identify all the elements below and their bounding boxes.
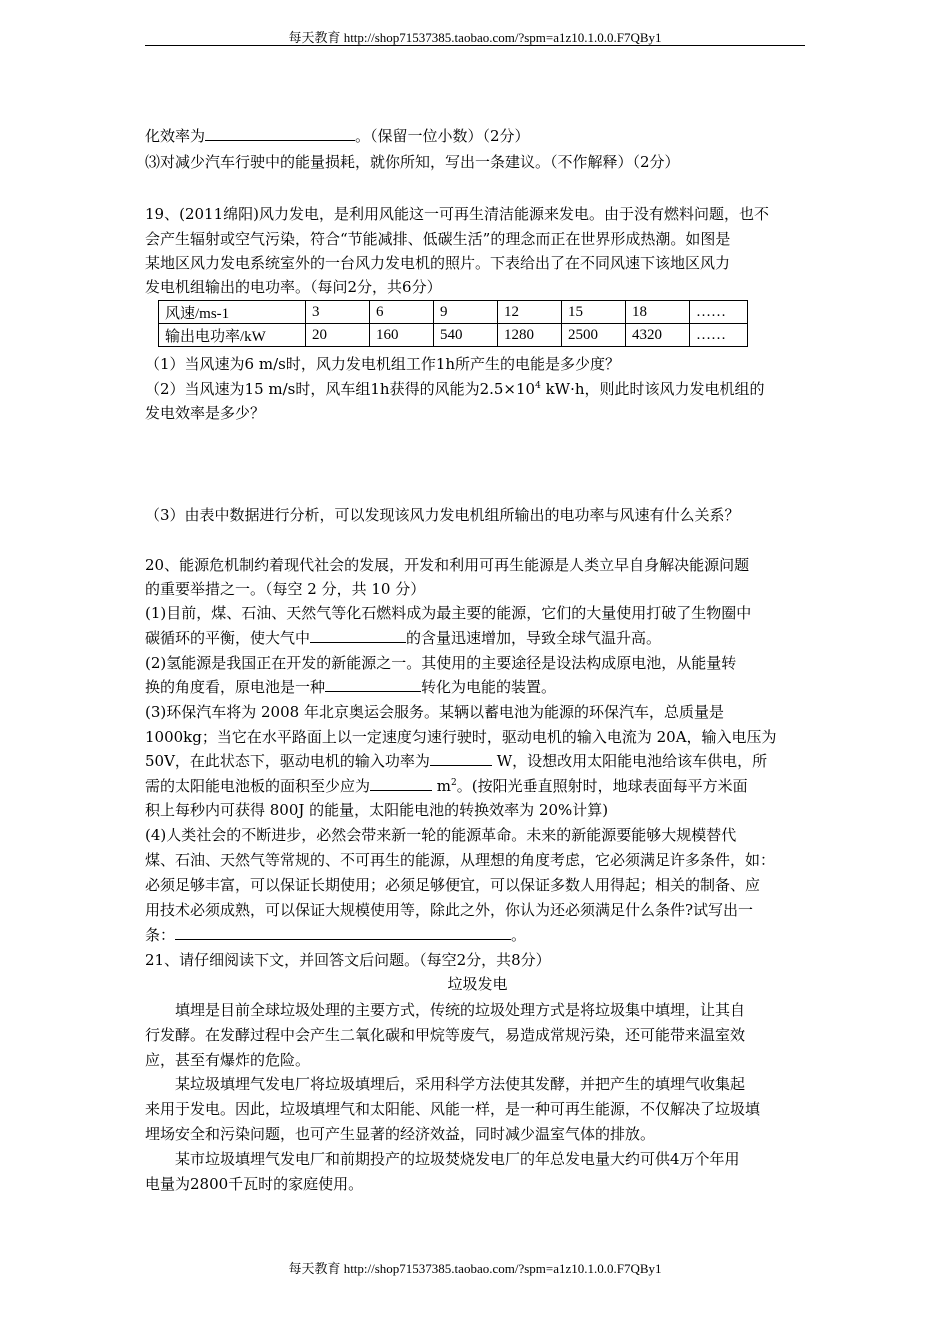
q20-line4-text-a: 碳循环的平衡，使大气中 xyxy=(145,629,311,647)
q20-line10 xyxy=(145,776,810,796)
q19-sub2 xyxy=(145,379,810,399)
q20-line10-text-a: 需的太阳能电池板的面积至少应为 xyxy=(145,777,371,795)
table-cell: 540 xyxy=(434,324,498,347)
header-rule xyxy=(145,45,805,46)
q20-blank2[interactable] xyxy=(325,677,421,692)
table-cell: 15 xyxy=(562,301,626,324)
q20-line4-text-b: 的含量迅速增加，导致全球气温升高。 xyxy=(406,629,662,647)
q20-blank1[interactable] xyxy=(310,628,406,643)
q20-line6-text-b: 转化为电能的装置。 xyxy=(421,678,557,696)
table-cell: 输出电功率/kW xyxy=(159,324,306,347)
q20-line16 xyxy=(145,925,810,945)
q20-line14: 必须足够丰富，可以保证长期使用；必须足够便宜，可以保证多数人用得起；相关的制备、应 xyxy=(145,876,761,894)
q18-line1-text-b: 。（保留一位小数）（2分） xyxy=(355,127,530,145)
q20-blank3[interactable] xyxy=(430,751,492,766)
q21-p1-line1: 填埋是目前全球垃圾处理的主要方式，传统的垃圾处理方式是将垃圾集中填埋，让其自 xyxy=(145,1001,746,1019)
q20-line8: 1000kg；当它在水平路面上以一定速度匀速行驶时，驱动电机的输入电流为 20A，输入电压为 xyxy=(145,728,777,746)
table-cell: 1280 xyxy=(498,324,562,347)
q21-p1-line3: 应，甚至有爆炸的危险。 xyxy=(145,1051,311,1069)
q21-article-title: 垃圾发电 xyxy=(447,975,508,993)
table-cell: 160 xyxy=(370,324,434,347)
q19-sub2-exponent: 4 xyxy=(535,381,541,391)
q20-line15: 用技术必须成熟，可以保证大规模使用等，除此之外，你认为还必须满足什么条件?试写出一 xyxy=(145,901,754,919)
q21-p2-line3: 埋场安全和污染问题，也可产生显著的经济效益，同时减少温室气体的排放。 xyxy=(145,1125,656,1143)
table-row xyxy=(159,301,748,324)
table-cell: 风速/ms-1 xyxy=(159,301,306,324)
table-row xyxy=(159,324,748,347)
q21-line1: 21、请仔细阅读下文，并回答文后问题。（每空2分，共8分） xyxy=(145,951,551,969)
q21-p3-line2: 电量为2800千瓦时的家庭使用。 xyxy=(145,1175,364,1193)
q20-line10-text-b: m xyxy=(432,777,452,795)
q19-intro-line3: 某地区风力发电系统室外的一台风力发电机的照片。下表给出了在不同风速下该地区风力 xyxy=(145,254,731,272)
q21-p2-line2: 来用于发电。因此，垃圾填埋气和太阳能、风能一样，是一种可再生能源，不仅解决了垃圾填 xyxy=(145,1100,761,1118)
table-cell: 2500 xyxy=(562,324,626,347)
q20-line9-text-a: 50V，在此状态下，驱动电机的输入功率为 xyxy=(145,752,430,770)
q20-line6 xyxy=(145,677,810,697)
q19-sub3: （3）由表中数据进行分析，可以发现该风力发电机组所输出的电功率与风速有什么关系？ xyxy=(145,506,740,524)
q20-line16-text-b: 。 xyxy=(511,926,527,944)
table-cell: …… xyxy=(690,301,748,324)
q20-line12: (4)人类社会的不断进步，必然会带来新一轮的能源革命。未来的新能源要能够大规模替代 xyxy=(145,826,737,844)
wind-power-table xyxy=(158,300,748,347)
table-cell: 20 xyxy=(306,324,370,347)
q20-blank4[interactable] xyxy=(370,776,432,791)
table-cell: 12 xyxy=(498,301,562,324)
q19-intro-line2: 会产生辐射或空气污染，符合“节能减排、低碳生活”的理念而正在世界形成热潮。如图是 xyxy=(145,230,731,248)
q20-line10-exponent: 2 xyxy=(451,778,457,788)
q20-line6-text-a: 换的角度看，原电池是一种 xyxy=(145,678,326,696)
q20-line9 xyxy=(145,751,810,771)
q18-line1-text-a: 化效率为 xyxy=(145,127,206,145)
q20-line10-text-c: 。(按阳光垂直照射时，地球表面每平方米面 xyxy=(456,777,748,795)
q19-sub1: （1）当风速为6 m/s时，风力发电机组工作1h所产生的电能是多少度？ xyxy=(145,355,621,373)
table-cell: 6 xyxy=(370,301,434,324)
table-cell: 9 xyxy=(434,301,498,324)
table-cell: …… xyxy=(690,324,748,347)
q19-sub2-text-a: （2）当风速为15 m/s时，风车组1h获得的风能为2.5×10 xyxy=(145,380,536,398)
q19-sub2-line2: 发电效率是多少？ xyxy=(145,404,266,422)
table-cell: 4320 xyxy=(626,324,690,347)
q20-line4 xyxy=(145,628,810,648)
q18-line1 xyxy=(145,126,810,146)
q18-line2: ⑶对减少汽车行驶中的能量损耗，就你所知，写出一条建议。（不作解释）（2分） xyxy=(145,153,680,171)
page-header: 每天教育 http://shop71537385.taobao.com/?spm=a1z10.1.0.0.F7QBy1 xyxy=(288,30,662,45)
q20-blank5[interactable] xyxy=(175,925,511,940)
q19-intro-line4: 发电机组输出的电功率。（每问2分，共6分） xyxy=(145,278,442,296)
q20-line3: (1)目前，煤、石油、天然气等化石燃料成为最主要的能源，它们的大量使用打破了生物圈中 xyxy=(145,604,752,622)
q21-p2-line1: 某垃圾填埋气发电厂将垃圾填埋后，采用科学方法使其发酵，并把产生的填埋气收集起 xyxy=(145,1075,746,1093)
q20-line2: 的重要举措之一。（每空 2 分，共 10 分） xyxy=(145,580,426,598)
page-footer: 每天教育 http://shop71537385.taobao.com/?spm=a1z10.1.0.0.F7QBy1 xyxy=(288,1261,662,1276)
q18-answer-blank[interactable] xyxy=(205,126,355,141)
q19-sub2-text-b: kW·h，则此时该风力发电机组的 xyxy=(540,380,765,398)
q20-line16-text-a: 条： xyxy=(145,926,176,944)
q21-p1-line2: 行发酵。在发酵过程中会产生二氧化碳和甲烷等废气，易造成常规污染，还可能带来温室效 xyxy=(145,1026,746,1044)
q21-p3-line1: 某市垃圾填埋气发电厂和前期投产的垃圾焚烧发电厂的年总发电量大约可供4万个年用 xyxy=(145,1150,740,1168)
q20-line9-text-b: W，设想改用太阳能电池给该车供电，所 xyxy=(491,752,768,770)
q20-line1: 20、能源危机制约着现代社会的发展，开发和利用可再生能源是人类立早自身解决能源问题 xyxy=(145,556,750,574)
q19-intro-line1: 19、(2011绵阳)风力发电，是利用风能这一可再生清洁能源来发电。由于没有燃料问题，也不 xyxy=(145,205,769,223)
q20-line5: (2)氢能源是我国正在开发的新能源之一。其使用的主要途径是设法构成原电池，从能量转 xyxy=(145,654,737,672)
table-cell: 3 xyxy=(306,301,370,324)
q20-line11: 积上每秒内可获得 800J 的能量，太阳能电池的转换效率为 20%计算) xyxy=(145,801,609,819)
q20-line7: (3)环保汽车将为 2008 年北京奥运会服务。某辆以蓄电池为能源的环保汽车，总质量是 xyxy=(145,703,724,721)
table-cell: 18 xyxy=(626,301,690,324)
q20-line13: 煤、石油、天然气等常规的、不可再生的能源，从理想的角度考虑，它必须满足许多条件，如： xyxy=(145,851,776,869)
